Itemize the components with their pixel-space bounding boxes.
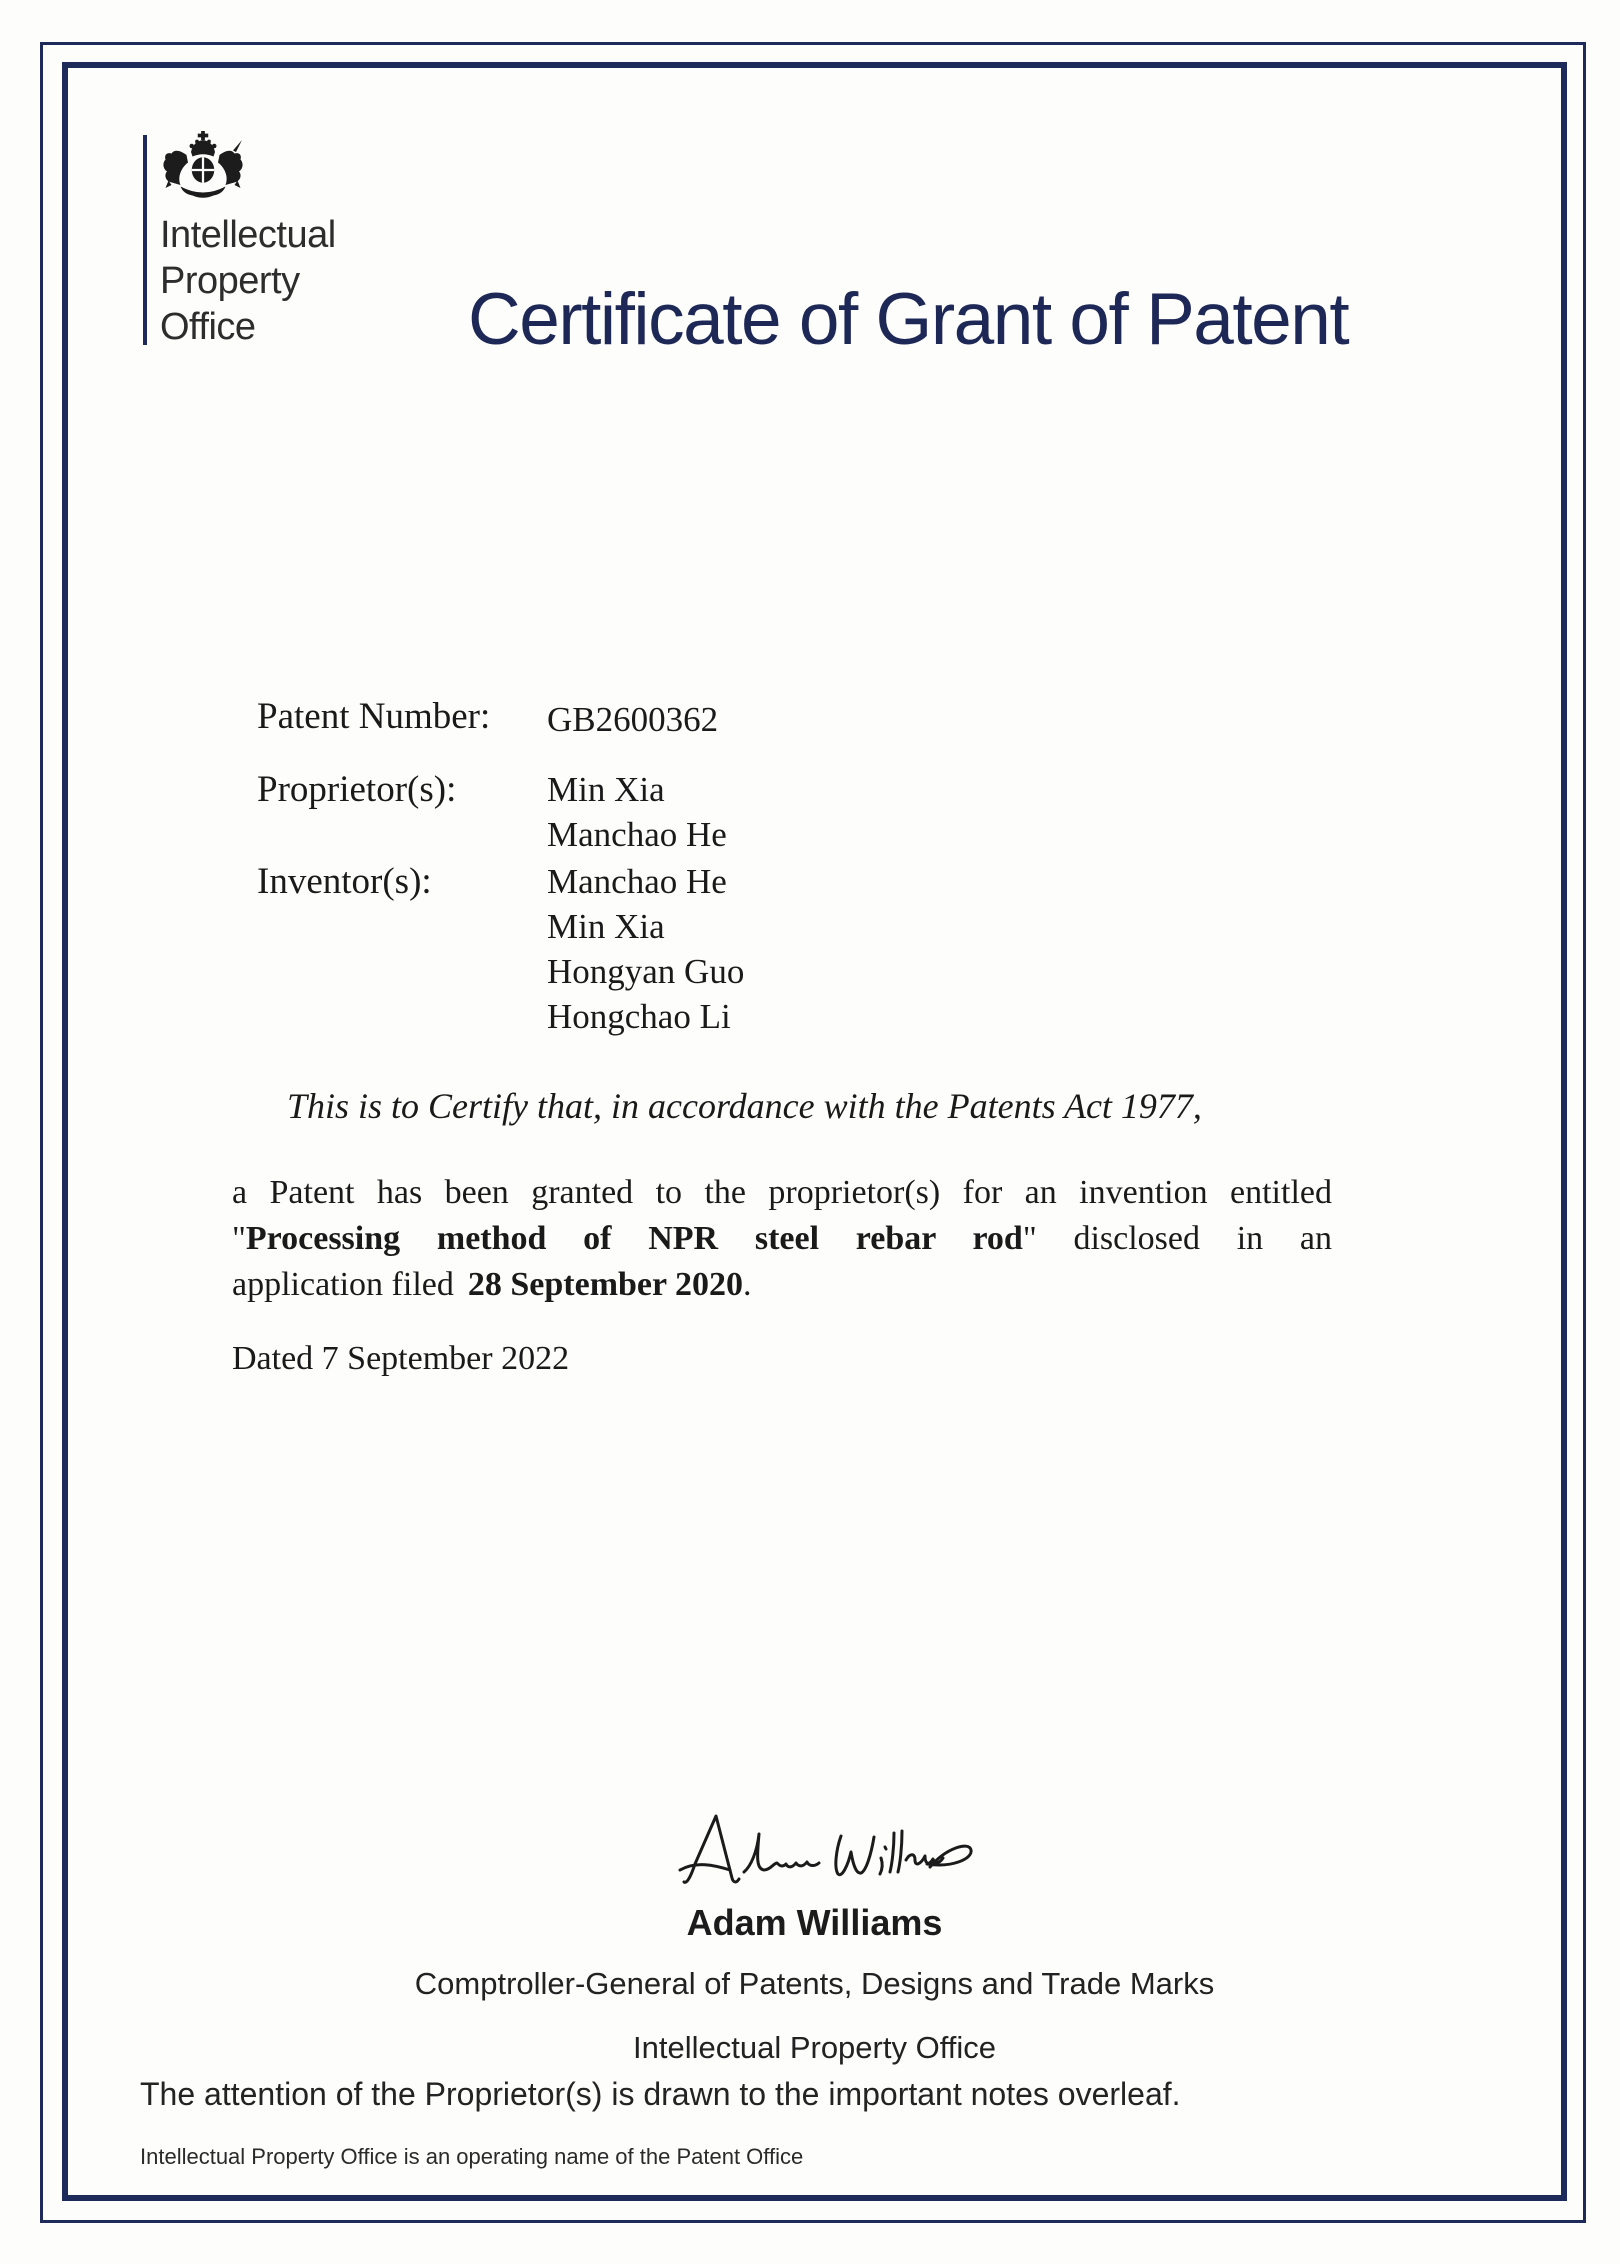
logo-line-1: Intellectual [160, 214, 336, 256]
filing-date: 28 September 2020 [467, 1266, 743, 1303]
royal-coat-of-arms-icon [158, 128, 248, 206]
inventor-name: Hongyan Guo [547, 952, 745, 991]
logo-vertical-bar [143, 135, 147, 345]
logo-wordmark [160, 212, 336, 350]
invention-title: Processing method of NPR steel rebar rod [245, 1220, 1023, 1257]
grant-paragraph-line-2 [232, 1216, 1332, 1262]
inventors-list [547, 859, 744, 1039]
signatory-office: Intellectual Property Office [633, 2030, 996, 2065]
signatory-role: Comptroller-General of Patents, Designs and Trade Marks [414, 1966, 1215, 2001]
grant-paragraph-line-3 [232, 1262, 1332, 1308]
inventors-label: Inventor(s): [257, 861, 432, 902]
proprietor-name: Manchao He [547, 815, 727, 854]
proprietor-name: Min Xia [547, 770, 665, 809]
inventor-name: Min Xia [547, 907, 665, 946]
attention-note: The attention of the Proprietor(s) is drawn to the important notes overleaf. [140, 2076, 1181, 2112]
operating-name-note: Intellectual Property Office is an operating name of the Patent Office [140, 2144, 804, 2169]
filing-prefix: application filed [232, 1266, 454, 1303]
page-title: Certificate of Grant of Patent [468, 279, 1349, 360]
patent-number-label: Patent Number: [257, 696, 491, 737]
patent-number-value: GB2600362 [547, 700, 719, 739]
filing-suffix: . [743, 1266, 752, 1303]
proprietors-label: Proprietor(s): [257, 769, 457, 810]
grant-paragraph [232, 1170, 1332, 1308]
inventor-name: Manchao He [547, 862, 727, 901]
certify-statement: This is to Certify that, in accordance with the Patents Act 1977, [287, 1086, 1202, 1126]
proprietors-list [547, 767, 727, 857]
logo-line-3: Office [160, 306, 256, 348]
grant-paragraph-line-2-rest: " disclosed in an [1022, 1220, 1332, 1257]
signature-icon [678, 1806, 978, 1901]
inventor-name: Hongchao Li [547, 997, 731, 1036]
quote-open: " [232, 1220, 246, 1257]
signatory-name: Adam Williams [686, 1902, 943, 1943]
grant-paragraph-line-1: a Patent has been granted to the proprietor(s) for an invention entitled [232, 1174, 1332, 1211]
dated-line: Dated 7 September 2022 [232, 1340, 570, 1377]
logo-line-2: Property [160, 260, 300, 302]
